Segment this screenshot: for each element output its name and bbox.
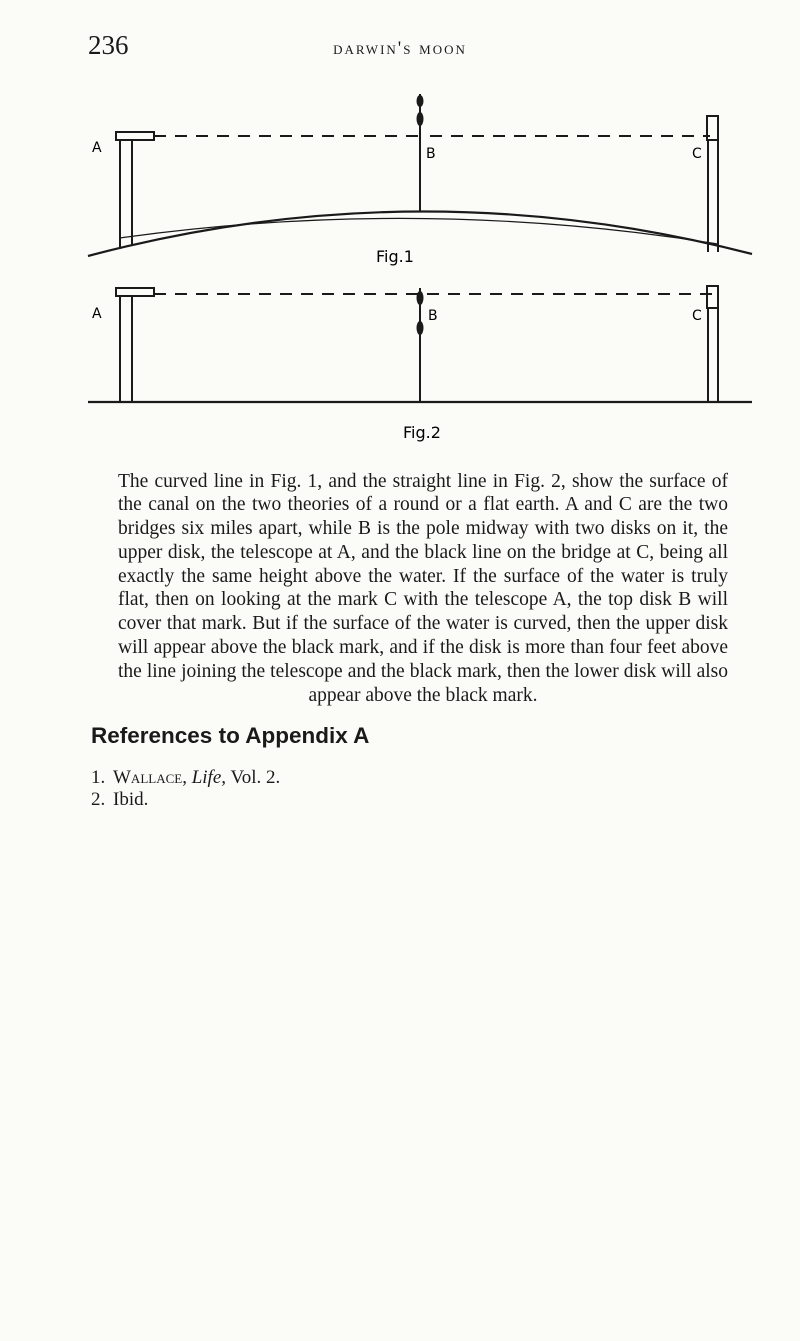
pole-b-upper-disk [417,291,424,305]
pole-b-lower-disk [417,321,424,335]
figure-1-label: Fig.1 [376,247,414,266]
bridge-c-mark [707,286,718,308]
page-number: 236 [88,30,129,60]
reference-item [91,767,280,789]
label-c: C [692,146,702,162]
reference-item [91,789,280,811]
pole-b-lower-disk [417,112,424,126]
reference-title: Life, [191,767,227,788]
label-c: C [692,308,702,324]
references-heading: References to Appendix A [91,723,370,748]
figure-2 [0,278,800,443]
label-b: B [428,308,438,324]
figure-2-label: Fig.2 [403,423,441,442]
label-b: B [426,146,436,162]
bridge-a-telescope [116,288,154,296]
figure-1 [0,84,800,274]
reference-detail: Ibid. [113,789,149,810]
running-head: darwin's moon [333,38,467,59]
figure-caption: The curved line in Fig. 1, and the straight line in Fig. 2, show the surface of the canal on the two theories of a round or a flat earth. A and C are the two bridges six miles apart, while B is the pole midway with two disks on it, the upper disk, the telescope at A, and the black line on the bridge at C, being all exactly the same height above the water. If the surface of the water is truly flat, then on looking at the mark C with the telescope A, the top disk B will cover that mark. But if the surface of the water is curved, then the upper disk will appear above the black mark, and if the disk is more than four feet above the line joining the telescope and the black mark, then the lower disk will also appear above the black mark. [118,470,728,706]
reference-number: 1. [91,767,106,788]
reference-detail: Vol. 2. [230,767,281,788]
label-a: A [92,140,102,156]
references-list [91,767,280,811]
reference-number: 2. [91,789,106,810]
bridge-a-telescope [116,132,154,140]
label-a: A [92,306,102,322]
reference-author: Wallace, [113,767,187,788]
pole-b-upper-disk [417,95,424,107]
